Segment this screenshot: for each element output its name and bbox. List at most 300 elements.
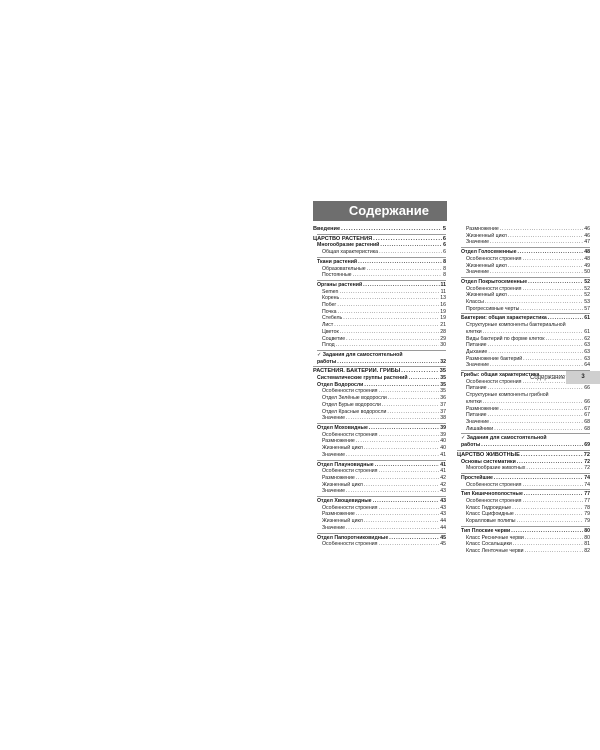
- toc-entry-page: 43: [440, 488, 446, 495]
- toc-divider: [317, 257, 446, 258]
- toc-entry[interactable]: [457, 299, 590, 306]
- toc-entry[interactable]: [457, 518, 590, 525]
- toc-entry-title: Многообразие животных: [466, 465, 526, 472]
- toc-leader-dots: [515, 511, 583, 518]
- toc-entry-title: Питание: [466, 385, 487, 392]
- toc-leader-dots: [356, 511, 439, 518]
- toc-entry-page: 52: [584, 292, 590, 299]
- toc-entry-page: 79: [584, 518, 590, 525]
- footer-label: Содержание: [530, 375, 566, 381]
- toc-entry[interactable]: [457, 442, 590, 449]
- toc-entry-title: Значение: [322, 415, 346, 422]
- toc-entry-page: 29: [440, 335, 446, 342]
- toc-entry[interactable]: [457, 419, 590, 426]
- toc-leader-dots: [508, 233, 583, 240]
- toc-entry-page: 61: [584, 315, 590, 322]
- toc-leader-dots: [517, 249, 583, 256]
- toc-entry[interactable]: [313, 438, 446, 445]
- toc-entry[interactable]: [457, 426, 590, 433]
- toc-entry-title: Отдел Плауновидные: [317, 461, 374, 468]
- toc-entry-page: 8: [443, 272, 446, 279]
- toc-leader-dots: [488, 349, 583, 356]
- toc-entry-page: 6: [442, 235, 446, 242]
- toc-entry[interactable]: [313, 409, 446, 416]
- toc-entry-title: Отдел Водоросли: [317, 381, 364, 388]
- toc-leader-dots: [343, 315, 439, 322]
- toc-entry-title: Особенности строения: [322, 468, 378, 475]
- toc-entry[interactable]: [313, 511, 446, 518]
- toc-entry-page: 35: [439, 368, 446, 375]
- toc-entry-title: Особенности строения: [466, 285, 522, 292]
- toc-entry-page: 74: [584, 474, 590, 481]
- toc-entry-title: Грибы: общая характеристика: [461, 372, 540, 379]
- toc-entry-title: ЦАРСТВО ЖИВОТНЫЕ: [457, 451, 520, 458]
- toc-entry[interactable]: [457, 406, 590, 413]
- toc-entry-title: Размножение: [466, 226, 499, 232]
- toc-entry-page: 82: [584, 547, 590, 554]
- toc-entry[interactable]: [313, 336, 446, 343]
- toc-leader-dots: [334, 322, 439, 329]
- toc-leader-dots: [512, 505, 583, 512]
- toc-entry[interactable]: [313, 242, 446, 249]
- toc-leader-dots: [409, 375, 440, 382]
- toc-entry-page: 63: [584, 348, 590, 355]
- toc-entry-title: Жизненный цикл: [322, 445, 363, 452]
- toc-leader-dots: [490, 419, 583, 426]
- toc-entry-page: 13: [440, 295, 446, 302]
- toc-entry[interactable]: [457, 465, 590, 472]
- page-number: 3: [566, 371, 600, 384]
- toc-entry-title: Особенности строения: [322, 541, 378, 548]
- toc-entry-page: 19: [440, 315, 446, 322]
- toc-entry-title: Значение: [322, 488, 346, 495]
- toc-entry[interactable]: [313, 272, 446, 279]
- toc-entry-title: Жизненный цикл: [322, 481, 363, 488]
- toc-entry[interactable]: [457, 511, 590, 518]
- toc-divider: [461, 313, 590, 314]
- toc-entry-title: Класс Сосальщики: [466, 541, 512, 548]
- toc-entry-page: 49: [584, 262, 590, 269]
- toc-entry[interactable]: [457, 491, 590, 498]
- toc-entry-title: Прогрессивные черты: [466, 305, 520, 312]
- toc-entry-page: 43: [440, 504, 446, 511]
- toc-entry[interactable]: [457, 452, 590, 459]
- toc-entry[interactable]: [313, 302, 446, 309]
- toc-entry[interactable]: [313, 518, 446, 525]
- toc-entry-page: 36: [440, 395, 446, 402]
- toc-entry-title: Простейшие: [461, 474, 493, 481]
- toc-entry-title: Тип Плоские черви: [461, 527, 511, 534]
- toc-entry[interactable]: [457, 541, 590, 548]
- toc-divider: [461, 247, 590, 248]
- toc-entry-text: Структурные компоненты бактериальной: [466, 322, 566, 329]
- toc-entry-title: Жизненный цикл: [322, 518, 363, 525]
- toc-entry[interactable]: [313, 342, 446, 349]
- toc-entry-title: Значение: [322, 451, 346, 458]
- toc-entry-page: 81: [584, 541, 590, 548]
- toc-entry-title: Бактерии: общая характеристика: [461, 315, 547, 322]
- toc-entry-page: 8: [443, 258, 446, 265]
- toc-entry-title: Значение: [466, 362, 490, 369]
- toc-entry-page: 67: [584, 405, 590, 412]
- toc-entry[interactable]: [313, 259, 446, 266]
- toc-leader-dots: [490, 269, 583, 276]
- toc-entry-page: 64: [584, 362, 590, 369]
- toc-entry-title: Класс Ленточные черви: [466, 547, 524, 554]
- toc-entry-page: 62: [584, 335, 590, 342]
- toc-entry[interactable]: [313, 226, 446, 233]
- toc-entry-title: Особенности строения: [466, 378, 522, 385]
- toc-entry[interactable]: [457, 286, 590, 293]
- toc-leader-dots: [337, 359, 439, 366]
- toc-divider: [317, 496, 446, 497]
- toc-entry-page: 21: [440, 322, 446, 329]
- toc-leader-dots: [339, 289, 439, 296]
- toc-entry[interactable]: [457, 475, 590, 482]
- toc-entry-title: Особенности строения: [466, 498, 522, 505]
- toc-entry-title: Соцветие: [322, 335, 346, 342]
- toc-entry[interactable]: [457, 249, 590, 256]
- toc-leader-dots: [358, 259, 442, 266]
- toc-entry-page: 66: [584, 398, 590, 405]
- toc-leader-dots: [525, 535, 583, 542]
- toc-divider: [457, 450, 590, 451]
- toc-entry[interactable]: [457, 292, 590, 299]
- toc-leader-dots: [508, 263, 583, 270]
- toc-entry[interactable]: [313, 395, 446, 402]
- toc-entry-page: 79: [584, 511, 590, 518]
- toc-entry[interactable]: [457, 349, 590, 356]
- toc-entry-page: 61: [584, 328, 590, 335]
- toc-entry[interactable]: [313, 266, 446, 273]
- toc-entry-page: 77: [584, 498, 590, 505]
- toc-leader-dots: [367, 266, 442, 273]
- toc-entry-title: Тип Кишечнополостные: [461, 491, 523, 498]
- toc-entry-page: 68: [584, 418, 590, 425]
- page-title: Содержание: [313, 201, 447, 221]
- toc-entry[interactable]: [313, 425, 446, 432]
- toc-entry[interactable]: [313, 505, 446, 512]
- toc-entry-page: 16: [440, 302, 446, 309]
- toc-leader-dots: [379, 468, 440, 475]
- toc-leader-dots: [483, 329, 584, 336]
- toc-entry[interactable]: [313, 295, 446, 302]
- toc-divider: [317, 460, 446, 461]
- toc-entry[interactable]: [457, 269, 590, 276]
- toc-entry[interactable]: [457, 498, 590, 505]
- toc-leader-dots: [500, 406, 583, 413]
- toc-entry[interactable]: [313, 282, 446, 289]
- toc-entry-title: ЦАРСТВО РАСТЕНИЯ: [313, 235, 373, 242]
- toc-entry-page: 46: [584, 226, 590, 232]
- toc-entry-title: Отдел Покрытосеменные: [461, 278, 528, 285]
- toc-entry[interactable]: [313, 462, 446, 469]
- toc-entry-page: 45: [440, 534, 446, 541]
- toc-entry[interactable]: [457, 548, 590, 555]
- toc-leader-dots: [356, 475, 439, 482]
- toc-entry-title: Почка: [322, 308, 337, 315]
- toc-entry-title: Плод: [322, 342, 335, 349]
- toc-entry[interactable]: [313, 315, 446, 322]
- toc-entry[interactable]: [313, 382, 446, 389]
- toc-divider: [313, 366, 446, 367]
- toc-entry[interactable]: [313, 309, 446, 316]
- toc-leader-dots: [517, 459, 583, 466]
- toc-leader-dots: [487, 412, 583, 419]
- toc-entry[interactable]: [313, 482, 446, 489]
- toc-entry-page: 39: [440, 431, 446, 438]
- toc-entry[interactable]: [457, 306, 590, 313]
- toc-leader-dots: [373, 236, 442, 243]
- toc-entry[interactable]: [313, 475, 446, 482]
- toc-entry-title: Основы систематики: [461, 458, 516, 465]
- toc-leader-dots: [364, 382, 439, 389]
- toc-leader-dots: [364, 445, 439, 452]
- toc-leader-dots: [364, 482, 439, 489]
- toc-leader-dots: [500, 226, 583, 233]
- toc-leader-dots: [494, 475, 583, 482]
- toc-divider: [461, 526, 590, 527]
- toc-leader-dots: [528, 279, 583, 286]
- toc-entry-page: 46: [584, 232, 590, 239]
- toc-entry-page: 67: [584, 412, 590, 419]
- toc-entry-title: Цветок: [322, 328, 339, 335]
- toc-entry-page: 40: [440, 438, 446, 445]
- toc-entry[interactable]: [457, 505, 590, 512]
- toc-entry-title: Особенности строения: [322, 504, 378, 511]
- toc-entry[interactable]: [313, 236, 446, 243]
- toc-entry[interactable]: [313, 541, 446, 548]
- toc-entry[interactable]: [313, 452, 446, 459]
- toc-entry[interactable]: [313, 445, 446, 452]
- toc-leader-dots: [521, 452, 583, 459]
- toc-entry[interactable]: [313, 388, 446, 395]
- toc-entry-title: Отдел Хвощевидные: [317, 498, 372, 505]
- toc-entry-title: Размножение: [322, 438, 355, 445]
- toc-entry[interactable]: [313, 368, 446, 375]
- toc-entry-title: Коралловые полипы: [466, 518, 516, 525]
- toc-entry-title: Размножение: [466, 405, 499, 412]
- toc-entry[interactable]: [457, 336, 590, 343]
- toc-entry-page: 41: [440, 468, 446, 475]
- toc-entry[interactable]: [457, 256, 590, 263]
- toc-entry-page: 19: [440, 308, 446, 315]
- toc-entry-title: Класс Сцифоидные: [466, 511, 514, 518]
- toc-entry-title: Отдел Папоротниковидные: [317, 534, 389, 541]
- toc-leader-dots: [508, 292, 583, 299]
- toc-entry-page: 38: [440, 415, 446, 422]
- toc-leader-dots: [353, 272, 443, 279]
- toc-leader-dots: [494, 426, 583, 433]
- toc-entry-title: Особенности строения: [466, 481, 522, 488]
- toc-entry[interactable]: [313, 432, 446, 439]
- toc-entry[interactable]: [457, 412, 590, 419]
- toc-entry-page: 37: [440, 408, 446, 415]
- toc-leader-dots: [380, 242, 442, 249]
- toc-entry[interactable]: [457, 233, 590, 240]
- toc-divider: [317, 423, 446, 424]
- toc-entry[interactable]: [313, 468, 446, 475]
- toc-entry-page: 80: [584, 527, 590, 534]
- toc-entry-title: клетки: [466, 398, 482, 405]
- toc-entry-title: Особенности строения: [322, 388, 378, 395]
- toc-entry-page: 48: [584, 255, 590, 262]
- toc-entry-page: 43: [440, 511, 446, 518]
- toc-entry-page: 8: [443, 265, 446, 272]
- toc-entry-page: 45: [440, 541, 446, 548]
- toc-entry-page: 77: [584, 491, 590, 498]
- toc-entry-title: Значение: [466, 239, 490, 246]
- toc-entry-page: 69: [584, 442, 590, 449]
- toc-entry-title: Класс Гидроидные: [466, 504, 512, 511]
- toc-leader-dots: [379, 541, 440, 548]
- toc-entry[interactable]: [457, 279, 590, 286]
- toc-entry-title: Отдел Моховидные: [317, 424, 368, 431]
- toc-entry-title: Питание: [466, 412, 487, 419]
- toc-leader-dots: [346, 336, 439, 343]
- toc-entry[interactable]: [313, 359, 446, 366]
- toc-entry-page: 44: [440, 524, 446, 531]
- toc-entry[interactable]: [457, 459, 590, 466]
- toc-entry[interactable]: [313, 375, 446, 382]
- toc-leader-dots: [517, 518, 584, 525]
- toc-entry-page: 66: [584, 385, 590, 392]
- toc-leader-dots: [337, 309, 439, 316]
- toc-entry-page: 39: [440, 424, 446, 431]
- toc-leader-dots: [340, 295, 439, 302]
- toc-entry[interactable]: [457, 239, 590, 246]
- toc-leader-dots: [513, 541, 583, 548]
- toc-entry[interactable]: [313, 249, 446, 256]
- toc-entry-title: Размножение бактерий: [466, 355, 523, 362]
- toc-entry-page: 6: [443, 249, 446, 256]
- toc-entry-title: Жизненный цикл: [466, 262, 507, 269]
- toc-leader-dots: [524, 491, 583, 498]
- toc-leader-dots: [346, 452, 439, 459]
- toc-leader-dots: [373, 498, 440, 505]
- toc-entry-page: 6: [443, 242, 446, 249]
- toc-leader-dots: [346, 525, 439, 532]
- toc-entry[interactable]: [313, 289, 446, 296]
- toc-entry-text: ✓ Задания для самостоятельной: [461, 435, 547, 442]
- toc-leader-dots: [490, 239, 583, 246]
- toc-entry-page: 11: [440, 281, 446, 288]
- toc-entry[interactable]: [313, 498, 446, 505]
- toc-entry[interactable]: [313, 402, 446, 409]
- toc-entry-page: 52: [584, 285, 590, 292]
- toc-entry-title: Побег: [322, 302, 337, 309]
- toc-entry[interactable]: [457, 263, 590, 270]
- toc-leader-dots: [490, 362, 583, 369]
- toc-leader-dots: [523, 482, 584, 489]
- toc-entry[interactable]: [313, 525, 446, 532]
- toc-leader-dots: [382, 402, 439, 409]
- toc-entry-title: Отдел Голосеменные: [461, 249, 517, 256]
- toc-entry-title: Размножение: [322, 511, 355, 518]
- toc-entry-page: 28: [440, 328, 446, 335]
- toc-entry-page: 41: [440, 461, 446, 468]
- toc-leader-dots: [526, 465, 583, 472]
- toc-entry-title: Дыхание: [466, 348, 488, 355]
- toc-entry-page: 68: [584, 425, 590, 432]
- toc-divider: [461, 473, 590, 474]
- toc-leader-dots: [546, 336, 584, 343]
- toc-entry[interactable]: [457, 342, 590, 349]
- toc-entry[interactable]: [457, 362, 590, 369]
- toc-entry-page: 43: [440, 498, 446, 505]
- toc-entry-title: работы: [317, 358, 337, 365]
- toc-divider: [317, 280, 446, 281]
- toc-entry[interactable]: [457, 226, 590, 233]
- toc-entry[interactable]: [457, 482, 590, 489]
- toc-leader-dots: [337, 302, 439, 309]
- toc-leader-dots: [520, 306, 583, 313]
- toc-entry-page: 37: [440, 401, 446, 408]
- toc-leader-dots: [379, 432, 440, 439]
- toc-entry[interactable]: [313, 329, 446, 336]
- toc-entry[interactable]: [457, 535, 590, 542]
- toc-entry[interactable]: [313, 535, 446, 542]
- toc-entry-page: 41: [440, 451, 446, 458]
- toc-entry-page: 44: [440, 518, 446, 525]
- toc-entry-page: 40: [440, 445, 446, 452]
- toc-entry-page: 32: [440, 358, 446, 365]
- toc-entry-title: Отдел Зелёные водоросли: [322, 395, 387, 402]
- toc-leader-dots: [525, 548, 584, 555]
- toc-entry[interactable]: [313, 322, 446, 329]
- toc-leader-dots: [379, 505, 440, 512]
- toc-entry[interactable]: [457, 528, 590, 535]
- toc-entry[interactable]: [313, 488, 446, 495]
- toc-entry[interactable]: [313, 415, 446, 422]
- toc-leader-dots: [363, 282, 439, 289]
- toc-entry-title: Систематические группы растений: [317, 375, 408, 382]
- toc-entry-page: 72: [584, 465, 590, 472]
- toc-entry-page: 74: [584, 481, 590, 488]
- toc-leader-dots: [336, 342, 440, 349]
- toc-entry[interactable]: [457, 399, 590, 406]
- toc-entry-title: РАСТЕНИЯ. БАКТЕРИИ. ГРИБЫ: [313, 368, 401, 375]
- toc-entry-text: Структурные компоненты грибной: [466, 392, 549, 399]
- toc-entry-title: Особенности строения: [466, 255, 522, 262]
- toc-entry-page: 50: [584, 269, 590, 276]
- toc-entry[interactable]: [457, 356, 590, 363]
- toc-entry-title: Виды бактерий по форме клеток: [466, 335, 545, 342]
- toc-leader-dots: [523, 256, 584, 263]
- toc-column-right: [457, 226, 590, 555]
- toc-leader-dots: [375, 462, 440, 469]
- toc-entry-page: 53: [584, 299, 590, 306]
- toc-entry-page: 63: [584, 342, 590, 349]
- toc-entry-page: 30: [440, 342, 446, 349]
- toc-entry-title: Образовательные: [322, 265, 366, 272]
- toc-entry-page: 42: [440, 481, 446, 488]
- toc-entry-page: 35: [440, 375, 446, 382]
- toc-leader-dots: [523, 498, 584, 505]
- toc-entry-page: 35: [440, 381, 446, 388]
- toc-leader-dots: [511, 528, 583, 535]
- toc-entry-page: 63: [584, 355, 590, 362]
- toc-entry[interactable]: [457, 329, 590, 336]
- toc-entry-title: Жизненный цикл: [466, 292, 507, 299]
- toc-leader-dots: [379, 249, 442, 256]
- toc-entry-title: Стебель: [322, 315, 343, 322]
- toc-leader-dots: [346, 415, 439, 422]
- toc-entry-title: Постоянные: [322, 272, 352, 279]
- toc-entry-text: ✓ Задания для самостоятельной: [317, 351, 403, 358]
- toc-leader-dots: [364, 518, 439, 525]
- toc-entry-page: 11: [440, 288, 446, 295]
